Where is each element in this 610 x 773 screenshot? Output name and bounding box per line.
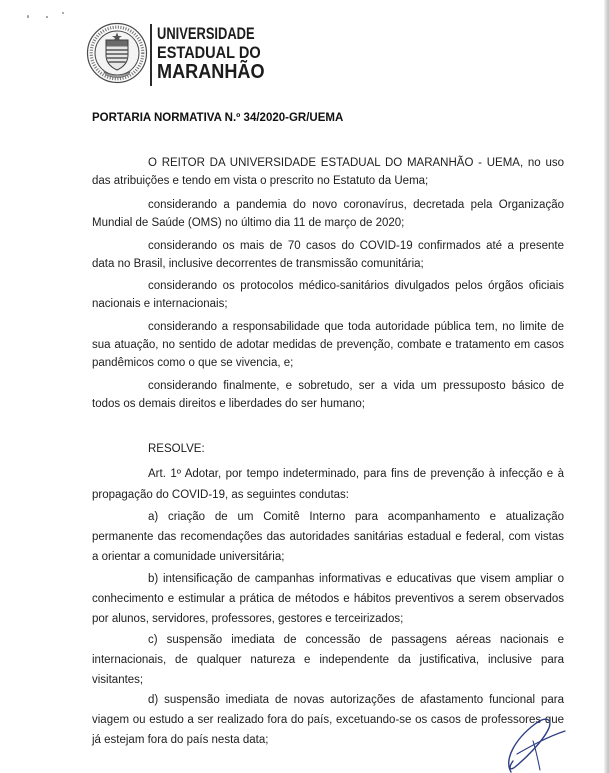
text-line: considerando os protocolos médico-sanitários divulgados pelos órgãos oficiais — [148, 280, 564, 292]
text-line: nacionais e internacionais; — [92, 298, 228, 310]
ordinance-title: PORTARIA NORMATIVA N.º 34/2020-GR/UEMA — [92, 112, 344, 124]
scan-speck — [27, 15, 29, 18]
signature-icon — [497, 710, 572, 773]
resolve-heading — [92, 440, 564, 458]
text-line: internacionais, de qualquer natureza e independente da justificativa, inclusive para — [92, 654, 564, 666]
text-line: propagação do COVID-19, as seguintes condutas: — [92, 489, 349, 501]
university-name-line: MARANHÃO — [157, 61, 265, 83]
university-name-line: ESTADUAL DO — [157, 43, 261, 62]
article-item — [92, 569, 564, 629]
text-line: sua atuação, no sentido de adotar medidas de prevenção, combate e tratamento em casos — [92, 339, 564, 351]
text-line: d) suspensão imediata de novas autorizações de afastamento funcional para — [148, 694, 564, 706]
university-seal-icon — [86, 21, 148, 85]
article-item — [92, 690, 564, 750]
scan-edge-shadow — [604, 0, 610, 773]
text-line: Mundial de Saúde (OMS) no último dia 11 de março de 2020; — [92, 217, 405, 229]
text-line: conhecimento e estimular a prática de métodos e hábitos preventivos a serem observados — [92, 593, 564, 605]
university-name-line: UNIVERSIDADE — [157, 24, 255, 43]
article-item — [92, 507, 564, 567]
article-item — [92, 630, 564, 690]
text-line: já estejam fora do país nesta data; — [92, 734, 269, 746]
text-line: visitantes; — [92, 674, 144, 686]
text-line: Art. 1º Adotar, por tempo indeterminado, para fins de prevenção à infecção e à — [148, 468, 564, 480]
text-line: considerando a responsabilidade que toda autoridade pública tem, no limite de — [148, 321, 564, 333]
text-line: a) criação de um Comitê Interno para acompanhamento e atualização — [148, 511, 564, 523]
text-line: considerando a pandemia do novo coronavírus, decretada pela Organização — [148, 199, 564, 211]
preamble-paragraph — [92, 277, 564, 313]
preamble-paragraph — [92, 377, 564, 413]
text-line: considerando os mais de 70 casos do COVID-19 confirmados até a presente — [148, 240, 564, 252]
scan-speck — [46, 16, 48, 18]
preamble-paragraph — [92, 237, 564, 273]
text-line: viagem ou estudo a ser realizado fora do país, excetuando-se os casos de professores que — [92, 714, 564, 726]
header-divider — [150, 24, 152, 86]
text-line: O REITOR DA UNIVERSIDADE ESTADUAL DO MARANHÃO - UEMA, no uso — [148, 157, 564, 169]
article-paragraph — [92, 464, 564, 506]
text-line: a orientar a comunidade universitária; — [92, 551, 285, 563]
text-line: RESOLVE: — [148, 443, 205, 455]
scan-speck — [62, 12, 64, 14]
text-line: b) intensificação de campanhas informativas e educativas que visem ampliar o — [148, 573, 564, 585]
text-line: considerando finalmente, e sobretudo, ser a vida um pressuposto básico de — [148, 380, 564, 392]
text-line: pandêmicos como o que se vivencia, e; — [92, 357, 294, 369]
text-line: das atribuições e tendo em vista o prescrito no Estatuto da Uema; — [92, 175, 429, 187]
preamble-paragraph — [92, 154, 564, 190]
text-line: por alunos, servidores, professores, gestores e terceirizados; — [92, 613, 404, 625]
text-line: permanente das recomendações das autoridades sanitárias estadual e federal, com vistas — [92, 531, 564, 543]
text-line: c) suspensão imediata de concessão de passagens aéreas nacionais e — [148, 634, 564, 646]
text-line: todos os demais direitos e liberdades do ser humano; — [92, 398, 365, 410]
preamble-paragraph — [92, 318, 564, 372]
text-line: data no Brasil, inclusive decorrentes de transmissão comunitária; — [92, 258, 424, 270]
preamble-paragraph — [92, 196, 564, 232]
